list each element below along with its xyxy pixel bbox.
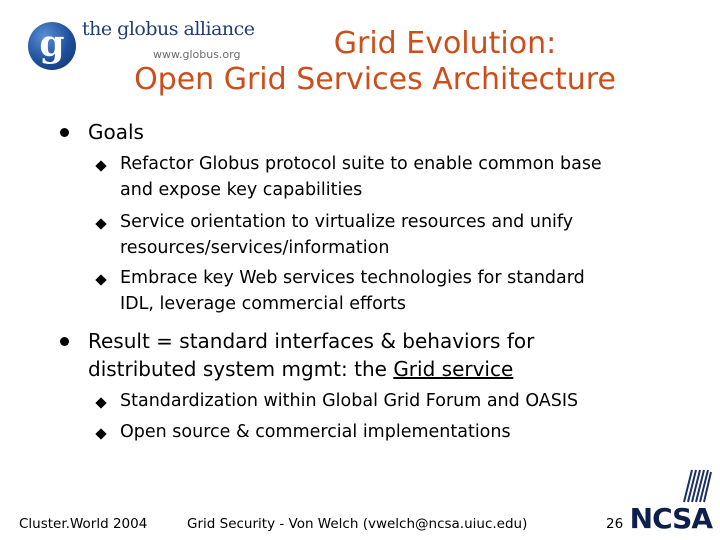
ncsa-wordmark: NCSA: [629, 502, 712, 535]
goals-heading: Goals: [88, 120, 144, 144]
bullet-diamond-icon: [95, 274, 106, 285]
goal-item-line: Refactor Globus protocol suite to enable common base: [120, 154, 602, 174]
goal-item-line: Embrace key Web services technologies for standard: [120, 268, 585, 288]
ncsa-logo: [629, 468, 712, 535]
result-line1: Result = standard interfaces & behaviors for: [88, 329, 535, 353]
bullet-dot-icon: [60, 128, 69, 137]
result-line2-prefix: distributed system mgmt: the: [88, 357, 394, 381]
globus-g-icon: g: [28, 22, 76, 70]
grid-service-link[interactable]: Grid service: [393, 357, 514, 381]
goal-item-line: IDL, leverage commercial efforts: [120, 294, 406, 314]
bullet-diamond-icon: [95, 160, 106, 171]
goal-item-line: resources/services/information: [120, 238, 390, 258]
logo-url: www.globus.org: [153, 48, 241, 61]
footer-center: Grid Security - Von Welch (vwelch@ncsa.uiuc.edu): [187, 516, 528, 532]
footer-left: Cluster.World 2004: [19, 516, 148, 532]
slide-title-line2: Open Grid Services Architecture: [134, 62, 616, 97]
logo-name: the globus alliance: [82, 18, 255, 40]
goal-item-line: Service orientation to virtualize resources and unify: [120, 212, 574, 232]
bullet-diamond-icon: [95, 218, 106, 229]
slide-title-line1: Grid Evolution:: [333, 26, 557, 61]
page-number: 26: [606, 516, 624, 532]
result-item: Standardization within Global Grid Forum and OASIS: [120, 391, 579, 411]
result-line2: [88, 355, 513, 384]
bullet-diamond-icon: [95, 428, 106, 439]
result-item: Open source & commercial implementations: [120, 422, 511, 442]
goal-item-line: and expose key capabilities: [120, 180, 363, 200]
bullet-dot-icon: [60, 337, 69, 346]
bullet-diamond-icon: [95, 397, 106, 408]
